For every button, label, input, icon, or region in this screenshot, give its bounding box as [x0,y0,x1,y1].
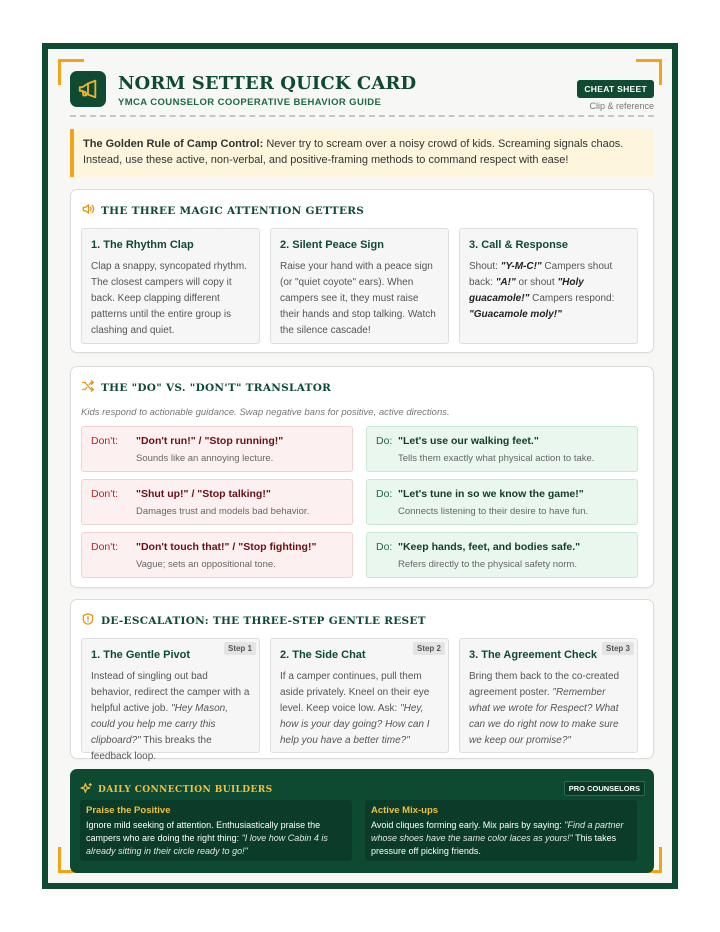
page-title: NORM SETTER QUICK CARD [118,73,417,94]
dont-label: Don't: [91,488,119,500]
do-note: Connects listening to their desire to have fun. [398,506,589,517]
tip-card [80,800,352,861]
do-label: Do: [376,488,393,500]
dont-phrase: "Shut up!" / "Stop talking!" [136,488,271,500]
dont-row [81,532,353,578]
card-title: 2. Silent Peace Sign [280,239,384,251]
step-card [459,638,638,753]
card-title: 1. The Rhythm Clap [91,239,194,251]
attention-card [270,228,449,344]
dont-note: Damages trust and models bad behavior. [136,506,310,517]
deescalation-section [70,599,654,762]
dont-note: Sounds like an annoying lecture. [136,453,274,464]
dont-note: Vague; sets an oppositional tone. [136,559,276,570]
dont-phrase: "Don't run!" / "Stop running!" [136,435,284,447]
translator-section [70,366,654,588]
step-badge: Step 2 [413,642,445,655]
connection-builders-panel [70,769,654,873]
page-subtitle: YMCA COUNSELOR COOPERATIVE BEHAVIOR GUIDE [118,97,382,108]
dont-row [81,426,353,472]
step-badge: Step 3 [602,642,634,655]
golden-rule-text: Never try to scream over a noisy crowd of kids. Screaming signals chaos. Instead, use these active, non-verbal, and positive-framing methods to command respect with ease! [83,138,624,166]
shield-alert-icon [81,611,95,630]
dont-label: Don't: [91,435,119,447]
attention-section [70,189,654,353]
step-card [81,638,260,762]
do-phrase: "Let's use our walking feet." [398,435,539,447]
do-phrase: "Keep hands, feet, and bodies safe." [398,541,581,553]
step-card [270,638,449,753]
do-row [366,479,638,525]
tip-text: Ignore mild seeking of attention. Enthusiastically praise the campers who are doing the right thing: "I love how Cabin 4 is already sitting in their circle ready to go!" [86,820,328,856]
section-title: THE THREE MAGIC ATTENTION GETTERS [101,204,365,217]
badge-caption: Clip & reference [589,101,654,111]
card-title: 1. The Gentle Pivot [91,649,191,661]
card-text: Bring them back to the co-created agreement poster. "Remember what we wrote for Respect? What can we do right now to make sure we keep our promise?" [469,671,620,746]
card-title: 3. The Agreement Check [469,649,597,661]
section-title: THE "DO" VS. "DON'T" TRANSLATOR [101,381,332,394]
golden-rule-callout [70,129,654,177]
card-text: Shout: "Y-M-C!" Campers shout back: "A!" or shout "Holy guacamole!" Campers respond: "Guacamole moly!" [469,261,615,320]
speaker-icon [81,201,95,220]
card-text: Raise your hand with a peace sign (or "quiet coyote" ears). When campers see it, they must raise their hands and stop talking. Watch the silence cascade! [280,261,436,336]
tip-card [365,800,637,861]
card-text: Clap a snappy, syncopated rhythm. The closest campers will copy it back. Keep clapping different patterns until the entire group is clashing and quiet. [91,261,248,336]
tip-text: Avoid cliques forming early. Mix pairs by saying: "Find a partner whose shoes have the same color laces as yours!" This takes pressure off picking friends. [371,820,624,856]
dont-label: Don't: [91,541,119,553]
tip-title: Praise the Positive [86,805,171,816]
dont-row [81,479,353,525]
card-header [70,71,654,115]
card-text: Instead of singling out bad behavior, redirect the camper with a helpful active job. "Hey Mason, could you help me carry this clipboard?" This breaks the feedback loop. [91,671,250,762]
do-row [366,426,638,472]
megaphone-icon [70,71,106,107]
quick-card [42,43,678,889]
dont-phrase: "Don't touch that!" / "Stop fighting!" [136,541,317,553]
attention-card [81,228,260,344]
shuffle-icon [81,378,95,397]
sparkle-icon [80,780,93,799]
attention-card [459,228,638,344]
section-title: DE-ESCALATION: THE THREE-STEP GENTLE RESET [101,614,426,627]
section-title: DAILY CONNECTION BUILDERS [98,784,273,795]
step-badge: Step 1 [224,642,256,655]
card-title: 2. The Side Chat [280,649,366,661]
do-label: Do: [376,435,393,447]
do-row [366,532,638,578]
golden-rule-label: The Golden Rule of Camp Control: [83,138,264,150]
translator-intro: Kids respond to actionable guidance. Swap negative bans for positive, active directions. [81,407,450,418]
do-label: Do: [376,541,393,553]
do-note: Refers directly to the physical safety norm. [398,559,577,570]
do-note: Tells them exactly what physical action to take. [398,453,595,464]
do-phrase: "Let's tune in so we know the game!" [398,488,584,500]
divider [70,115,654,117]
pro-badge: PRO COUNSELORS [564,781,645,796]
tip-title: Active Mix-ups [371,805,439,816]
card-title: 3. Call & Response [469,239,569,251]
cheat-sheet-badge: CHEAT SHEET [577,80,654,98]
card-text: If a camper continues, pull them aside privately. Kneel on their eye level. Keep voice low. Ask: "Hey, how is your day going? How can I help you have a better time?" [280,671,430,746]
